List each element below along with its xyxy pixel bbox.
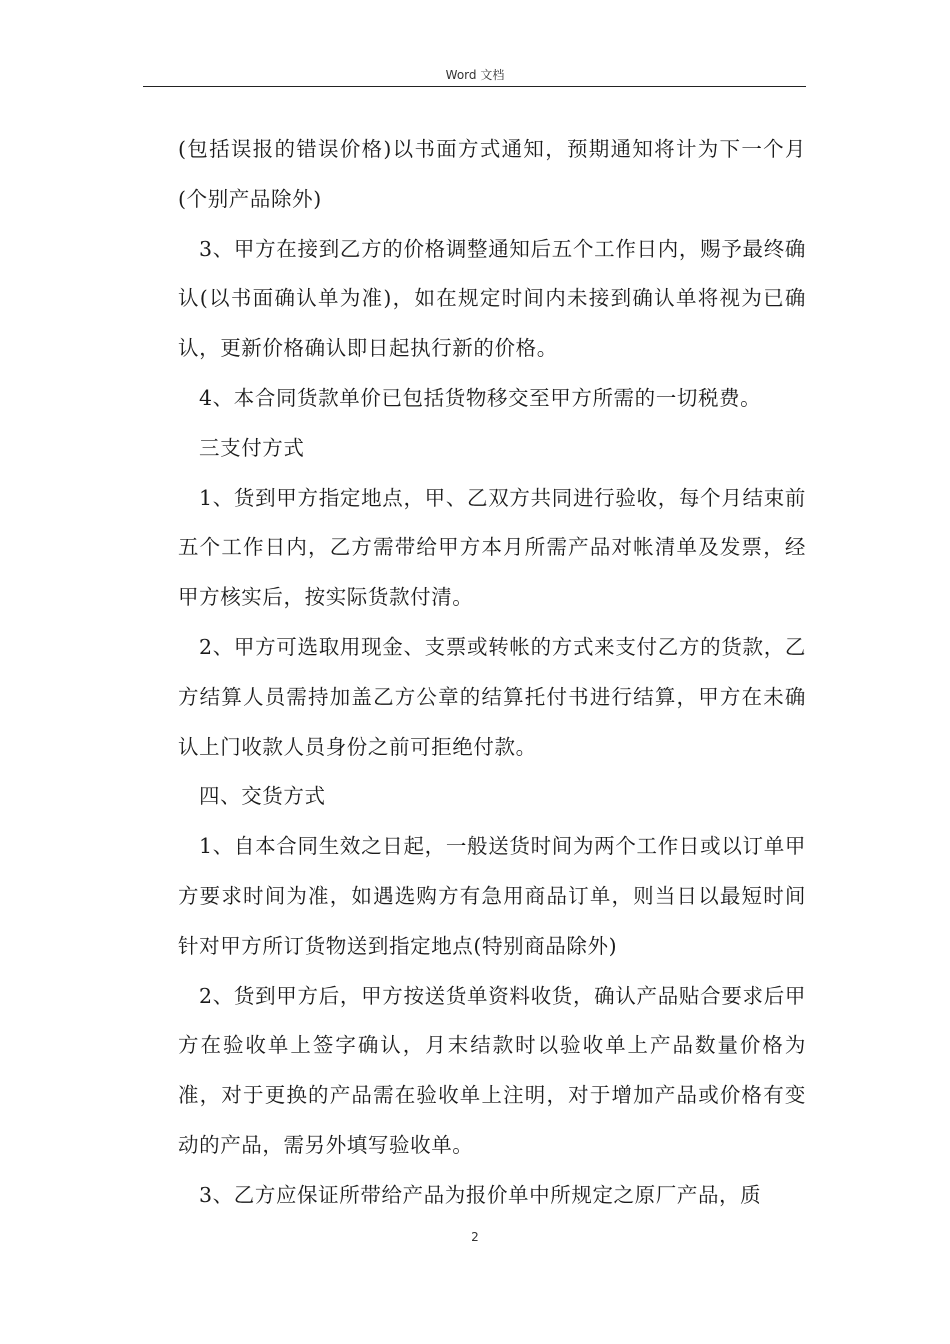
- paragraph-price-clause-4: 4、本合同货款单价已包括货物移交至甲方所需的一切税费。: [199, 385, 762, 410]
- paragraph-delivery-clause-2: 2、货到甲方后，甲方按送货单资料收货，确认产品贴合要求后甲方在验收单上签字确认，月末结款时以验收单上产品数量价格为准，对于更换的产品需在验收单上注明，对于增加产品或价格有变动的产品，需另外填写验收单。: [178, 983, 806, 1157]
- section-heading-payment: 三支付方式: [199, 435, 305, 460]
- paragraph-price-clause-3: 3、甲方在接到乙方的价格调整通知后五个工作日内，赐予最终确认(以书面确认单为准)，如在规定时间内未接到确认单将视为已确认，更新价格确认即日起执行新的价格。: [178, 236, 806, 361]
- paragraph-delivery-clause-1: 1、自本合同生效之日起，一般送货时间为两个工作日或以订单甲方要求时间为准，如遇选购方有急用商品订单，则当日以最短时间针对甲方所订货物送到指定地点(特别商品除外): [178, 834, 806, 958]
- paragraph-delivery-clause-3: 3、乙方应保证所带给产品为报价单中所规定之原厂产品，质: [199, 1182, 762, 1207]
- paragraph-payment-clause-1: 1、货到甲方指定地点，甲、乙双方共同进行验收，每个月结束前五个工作日内，乙方需带给甲方本月所需产品对帐清单及发票，经甲方核实后，按实际货款付清。: [178, 485, 806, 610]
- header-divider: [143, 86, 806, 87]
- paragraph-payment-clause-2: 2、甲方可选取用现金、支票或转帐的方式来支付乙方的货款，乙方结算人员需持加盖乙方公章的结算托付书进行结算，甲方在未确认上门收款人员身份之前可拒绝付款。: [178, 634, 806, 759]
- document-body: [178, 125, 806, 1221]
- page-header: Word 文档: [445, 68, 505, 82]
- section-heading-delivery: 四、交货方式: [199, 784, 326, 809]
- paragraph-continuation: (包括误报的错误价格)以书面方式通知，预期通知将计为下一个月(个别产品除外): [178, 137, 806, 211]
- page-number: 2: [471, 1230, 479, 1244]
